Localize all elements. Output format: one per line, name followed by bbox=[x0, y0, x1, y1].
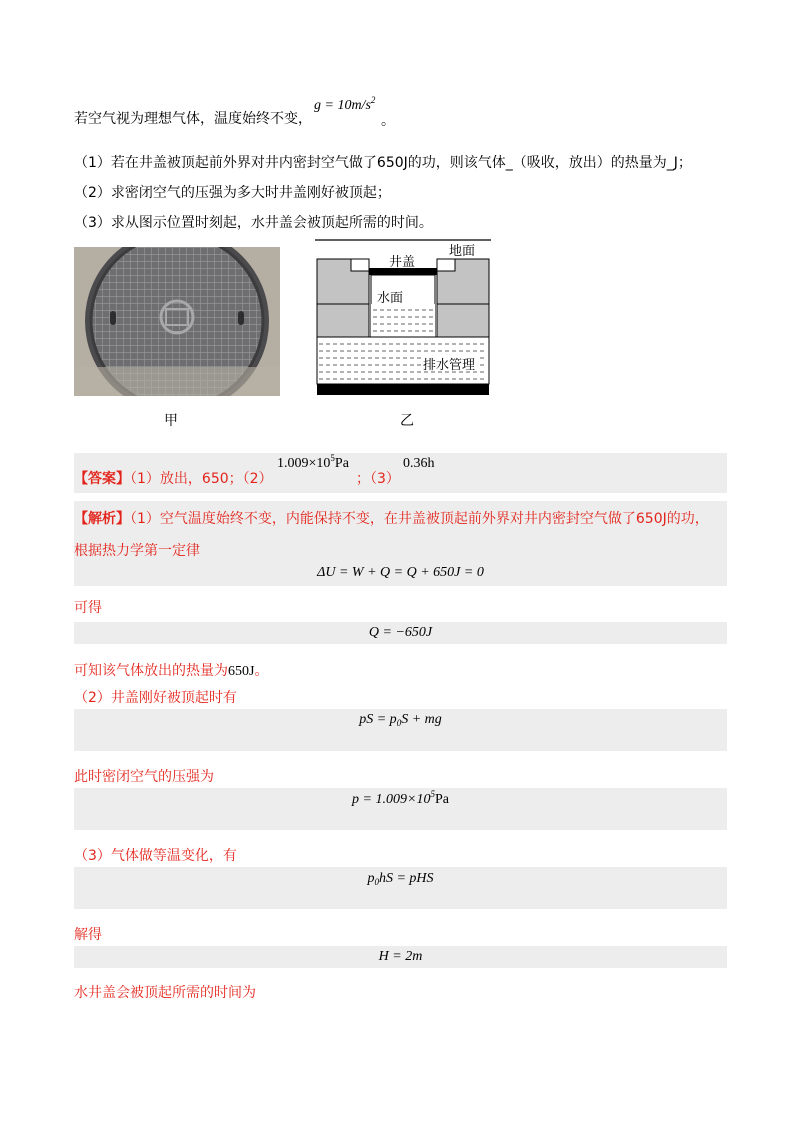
label-pipe: 排水管理 bbox=[423, 358, 476, 373]
final-line: 水井盖会被顶起所需的时间为 bbox=[74, 985, 256, 1001]
analysis-line1: 【解析】（1）空气温度始终不变，内能保持不变，在井盖被顶起前外界对井内密封空气做了650J的功， bbox=[74, 511, 709, 527]
label-water: 水面 bbox=[377, 291, 404, 306]
part3-title: （3）气体做等温变化，有 bbox=[74, 848, 237, 864]
keyi-de: 可得 bbox=[74, 600, 102, 616]
answer-tag: 【答案】 bbox=[74, 471, 130, 487]
equation-pressure: $p = 1.009\times 10^5Pa$ bbox=[352, 789, 449, 807]
answer-line bbox=[74, 468, 273, 488]
label-cover: 井盖 bbox=[389, 255, 416, 270]
intro-text: 若空气视为理想气体，温度始终不变， bbox=[74, 111, 312, 127]
equation-height: H = 2m bbox=[378, 949, 423, 964]
question-3: （3）求从图示位置时刻起，水井盖会被顶起所需的时间。 bbox=[74, 215, 433, 231]
manhole-cover-photo bbox=[74, 247, 280, 396]
g-formula: $g = 10m/s^2$ bbox=[314, 95, 376, 113]
answer-time: 0.36h bbox=[403, 456, 435, 471]
intro-tail: 。 bbox=[381, 113, 395, 129]
solve-label: 解得 bbox=[74, 927, 102, 943]
equation-q: Q = −650J bbox=[368, 625, 433, 640]
question-2: （2）求密闭空气的压强为多大时井盖刚好被顶起； bbox=[74, 185, 391, 201]
cross-section-diagram bbox=[313, 236, 493, 398]
label-ground: 地面 bbox=[449, 244, 476, 259]
analysis-line2: 根据热力学第一定律 bbox=[74, 543, 200, 559]
analysis-tag: 【解析】 bbox=[74, 511, 130, 527]
question-1: （1）若在井盖被顶起前外界对井内密封空气做了650J的功，则该气体_（吸收，放出）的热量为_J； bbox=[74, 155, 692, 171]
conclusion-line: 可知该气体放出的热量为650J。 bbox=[74, 663, 269, 679]
caption-yi: 乙 bbox=[400, 413, 414, 429]
equation-balance: pS = $p_0S$ + mg bbox=[359, 712, 442, 728]
equation-first-law: ΔU = W + Q = Q + 650J = 0 bbox=[317, 565, 484, 580]
answer-part2: ；（3） bbox=[356, 471, 400, 487]
equation-isothermal: $p_0hS$ = pHS bbox=[367, 871, 434, 887]
pressure-intro: 此时密闭空气的压强为 bbox=[74, 769, 214, 785]
intro-line bbox=[74, 108, 312, 128]
part2-title: （2）井盖刚好被顶起时有 bbox=[74, 690, 237, 706]
caption-jia: 甲 bbox=[164, 413, 178, 429]
answer-pressure: $1.009\times 10^5Pa$ bbox=[277, 453, 349, 471]
answer-part1: （1）放出，650；（2） bbox=[130, 471, 273, 487]
